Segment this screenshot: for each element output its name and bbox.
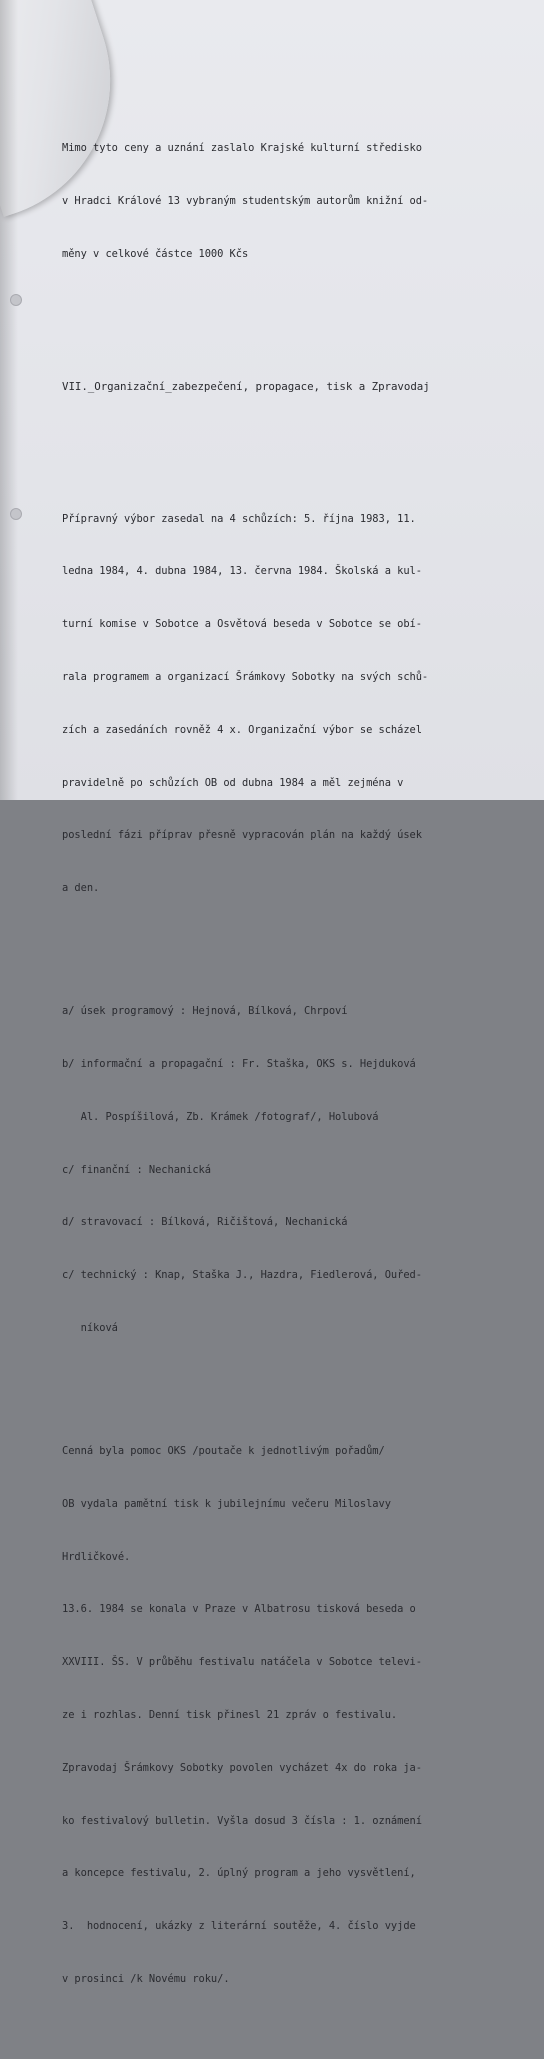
- text-line: Zpravodaj Šrámkovy Sobotky povolen vycházet 4x do roka ja-: [62, 1761, 422, 1774]
- sections-list: [62, 968, 522, 1373]
- text-line: a den.: [62, 882, 100, 895]
- list-item: a/ úsek programový : Hejnová, Bílková, Chrpoví: [62, 1005, 348, 1018]
- text-line: a koncepce festivalu, 2. úplný program a jeho vysvětlení,: [62, 1867, 416, 1880]
- text-line: rala programem a organizací Šrámkovy Sobotky na svých schů-: [62, 671, 429, 683]
- binding-shadow: [0, 0, 18, 800]
- intro-paragraph: [62, 105, 522, 299]
- list-item: d/ stravovací : Bílková, Ričištová, Nechanická: [62, 1216, 348, 1229]
- text-line: turní komise v Sobotce a Osvětová beseda v Sobotce se obí-: [62, 618, 422, 631]
- press-paragraph: [62, 1408, 522, 2024]
- meetings-paragraph: [62, 475, 522, 932]
- text-line: měny v celkové částce 1000 Kčs: [62, 247, 249, 260]
- list-item: Al. Pospíšilová, Zb. Krámek /fotograf/, Holubová: [62, 1110, 379, 1123]
- text-line: ko festivalový bulletin. Vyšla dosud 3 čísla : 1. oznámení: [62, 1814, 422, 1827]
- text-line: Přípravný výbor zasedal na 4 schůzích: 5. října 1983, 11.: [62, 512, 416, 525]
- text-line: Hrdličkové.: [62, 1550, 131, 1563]
- punch-hole: [10, 294, 22, 306]
- text-line: Cenná byla pomoc OKS /poutače k jednotlivým pořadům/: [62, 1445, 385, 1458]
- text-line: ze i rozhlas. Denní tisk přinesl 21 zpráv o festivalu.: [62, 1709, 398, 1722]
- section-heading: VII._Organizační_zabezpečení, propagace, tisk a Zpravodaj: [62, 380, 430, 394]
- text-line: XXVIII. ŠS. V průběhu festivalu natáčela v Sobotce televi-: [62, 1656, 422, 1669]
- text-line: v Hradci Králové 13 vybraným studentským autorům knižní od-: [62, 195, 429, 208]
- list-item: c/ technický : Knap, Staška J., Hazdra, Fiedlerová, Ouřed-: [62, 1269, 422, 1282]
- text-line: 3. hodnocení, ukázky z literární soutěže, 4. číslo vyjde: [62, 1920, 416, 1933]
- text-line: ledna 1984, 4. dubna 1984, 13. června 1984. Školská a kul-: [62, 565, 422, 578]
- list-item: b/ informační a propagační : Fr. Staška, OKS s. Hejduková: [62, 1058, 416, 1071]
- typewritten-text: [62, 70, 522, 2059]
- text-line: pravidelně po schůzích OB od dubna 1984 a měl zejména v: [62, 776, 404, 789]
- text-line: OB vydala pamětní tisk k jubilejnímu večeru Miloslavy: [62, 1497, 391, 1510]
- text-line: poslední fázi příprav přesně vypracován plán na každý úsek: [62, 829, 422, 842]
- text-line: zích a zasedáních rovněž 4 x. Organizační výbor se scházel: [62, 723, 422, 736]
- text-line: 13.6. 1984 se konala v Praze v Albatrosu tisková beseda o: [62, 1603, 416, 1616]
- text-line: v prosinci /k Novému roku/.: [62, 1972, 230, 1985]
- text-line: Mimo tyto ceny a uznání zaslalo Krajské kulturní středisko: [62, 142, 422, 155]
- list-item: c/ finanční : Nechanická: [62, 1163, 211, 1176]
- list-item: níková: [62, 1321, 118, 1334]
- punch-hole: [10, 508, 22, 520]
